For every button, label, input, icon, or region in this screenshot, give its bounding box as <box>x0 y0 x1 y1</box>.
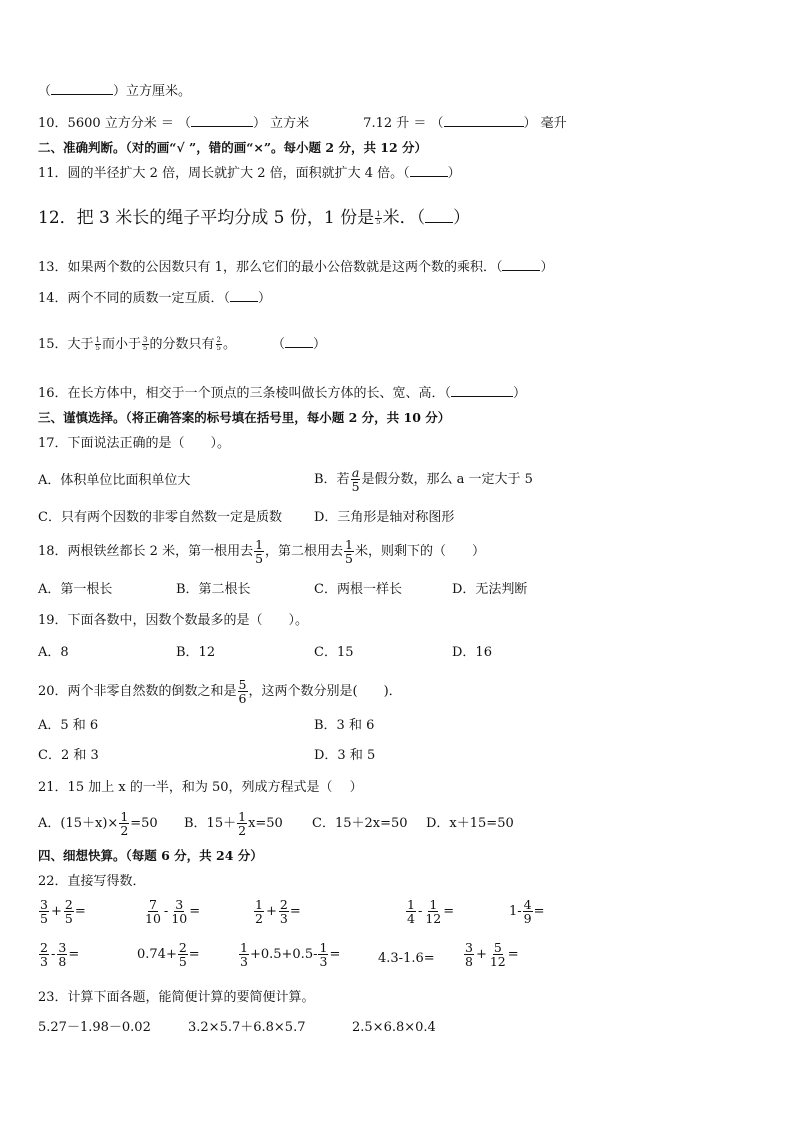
numerator: 1 <box>120 809 129 824</box>
option-17d[interactable]: D．三角形是轴对称图形 <box>314 510 455 525</box>
fraction <box>142 337 148 352</box>
option-18a[interactable]: A．第一根长 <box>38 582 113 597</box>
numerator: 2 <box>216 336 221 344</box>
fraction <box>489 941 507 968</box>
numerator: 1 <box>376 210 381 218</box>
fraction <box>318 941 328 968</box>
denominator: 5 <box>216 344 221 352</box>
math-text: = <box>74 904 86 919</box>
denominator: 12 <box>489 954 506 969</box>
answer-blank[interactable] <box>230 289 258 302</box>
option-20c[interactable]: C．2 和 3 <box>38 748 99 763</box>
numerator: 5 <box>493 940 502 955</box>
denominator: 5 <box>351 479 360 494</box>
oral-item <box>378 951 435 966</box>
fraction <box>95 337 101 352</box>
fraction <box>57 941 67 968</box>
option-19d[interactable]: D．16 <box>452 645 492 660</box>
math-text: = <box>533 904 545 919</box>
fraction <box>254 538 264 565</box>
denominator: 2 <box>255 911 263 926</box>
oral-item <box>38 898 86 925</box>
section-4-heading: 四、细想快算。（每题 6 分，共 24 分） <box>38 848 263 863</box>
oral-item <box>463 941 519 968</box>
fraction <box>406 898 416 925</box>
answer-blank[interactable] <box>425 210 453 223</box>
option-21b[interactable]: B．15＋ $\frac{1}{2}$ x=50 <box>184 809 283 838</box>
denominator: 5 <box>345 551 353 566</box>
calc-item: 3.2×5.7＋6.8×5.7 <box>188 1020 306 1035</box>
option-21c[interactable]: C．15＋2x=50 <box>312 816 408 831</box>
fraction <box>170 898 188 925</box>
answer-blank[interactable] <box>51 82 113 95</box>
denominator: 5 <box>376 218 381 226</box>
option-18c[interactable]: C．两根一样长 <box>314 582 402 597</box>
numerator: 1 <box>429 897 438 912</box>
option-21a[interactable]: A．(15＋x)× $\frac{1}{2}$ =50 <box>38 809 158 838</box>
oral-item <box>253 898 301 925</box>
denominator: 5 <box>64 911 73 926</box>
numerator: 1 <box>319 940 328 955</box>
answer-blank[interactable] <box>191 114 253 127</box>
denominator: 3 <box>279 911 288 926</box>
numerator: 5 <box>238 677 247 692</box>
math-text: - <box>163 904 169 919</box>
math-text: = <box>68 947 80 962</box>
math-text: + <box>475 947 487 962</box>
denominator: 10 <box>145 911 161 926</box>
fraction <box>216 337 222 352</box>
denominator: 12 <box>425 911 442 926</box>
denominator: 4 <box>407 911 415 926</box>
numerator: 3 <box>175 897 184 912</box>
option-18d[interactable]: D．无法判断 <box>452 582 528 597</box>
option-17c[interactable]: C．只有两个因数的非零自然数一定是质数 <box>38 510 282 525</box>
section-2-heading: 二、准确判断。（对的画“√ ”，错的画“×”。每小题 2 分，共 12 分） <box>38 140 428 155</box>
option-20b[interactable]: B．3 和 6 <box>314 718 375 733</box>
oral-item <box>137 941 200 968</box>
math-text: = <box>188 947 200 962</box>
fraction <box>239 941 249 968</box>
fraction <box>254 898 264 925</box>
option-19a[interactable]: A．8 <box>38 645 69 660</box>
question-17: 17．下面说法正确的是（ ）。 <box>38 436 231 451</box>
question-13: 13．如果两个数的公因数只有 1，那么它们的最小公倍数就是这两个数的乘积．（ ） <box>38 260 554 275</box>
section-3-heading: 三、谨慎选择。（将正确答案的标号填在括号里，每小题 2 分，共 10 分） <box>38 410 451 425</box>
question-14: 14．两个不同的质数一定互质．（ ） <box>38 291 272 306</box>
fraction <box>375 211 381 226</box>
numerator: 1 <box>238 809 247 824</box>
denominator: 3 <box>319 954 328 969</box>
math-text: = <box>443 904 455 919</box>
calc-item: 2.5×6.8×0.4 <box>352 1020 436 1035</box>
fraction <box>464 941 474 968</box>
question-21: 21．15 加上 x 的一半，和为 50，列成方程式是（ ） <box>38 780 363 795</box>
option-19b[interactable]: B．12 <box>176 645 216 660</box>
fraction <box>279 898 289 925</box>
fraction <box>523 898 533 925</box>
denominator: 5 <box>40 911 48 926</box>
oral-item <box>238 941 340 968</box>
question-11: 11．圆的半径扩大 2 倍，周长就扩大 2 倍，面积就扩大 4 倍。（ ） <box>38 166 461 181</box>
numerator: 1 <box>407 897 415 912</box>
math-text: 0.74+ <box>137 947 177 962</box>
answer-blank[interactable] <box>410 164 448 177</box>
numerator: 1 <box>345 537 353 552</box>
fraction <box>64 898 74 925</box>
numerator: a <box>351 465 360 480</box>
numerator: 3 <box>143 336 148 344</box>
question-15: 15．大于 $\frac{1}{5}$ 而小于 $\frac{3}{5}$ 的分数只有 $\frac{2}{5}$ 。 （ ） <box>38 336 327 352</box>
answer-blank[interactable] <box>451 384 513 397</box>
numerator: 2 <box>279 897 288 912</box>
answer-blank[interactable] <box>444 114 524 127</box>
fraction <box>344 538 354 565</box>
denominator: 5 <box>95 344 101 352</box>
math-text: +0.5+0.5- <box>249 947 318 962</box>
oral-item <box>509 898 545 925</box>
math-text: = <box>289 904 301 919</box>
answer-blank[interactable] <box>285 335 313 348</box>
math-text: 4.3-1.6= <box>378 951 435 966</box>
numerator: 7 <box>148 897 157 912</box>
oral-item <box>405 898 454 925</box>
math-text: = <box>189 904 201 919</box>
denominator: 5 <box>143 344 148 352</box>
numerator: 2 <box>64 897 73 912</box>
numerator: 2 <box>178 940 187 955</box>
numerator: 4 <box>523 897 532 912</box>
numerator: 1 <box>255 897 263 912</box>
numerator: 2 <box>40 940 48 955</box>
denominator: 5 <box>255 551 264 566</box>
answer-blank[interactable] <box>502 258 540 271</box>
numerator: 1 <box>240 940 248 955</box>
oral-item <box>38 941 79 968</box>
option-17a[interactable]: A．体积单位比面积单位大 <box>38 473 191 488</box>
denominator: 10 <box>171 911 188 926</box>
math-text: = <box>329 947 341 962</box>
fraction <box>144 898 162 925</box>
option-21d[interactable]: D．x＋15=50 <box>426 816 514 831</box>
fraction <box>237 810 247 837</box>
option-18b[interactable]: B．第二根长 <box>176 582 251 597</box>
question-20: 20．两个非零自然数的倒数之和是 $\frac{5}{6}$ ，这两个数分别是( )． <box>38 677 402 706</box>
denominator: 6 <box>238 691 247 706</box>
math-text: 1- <box>509 904 522 919</box>
fraction <box>39 941 49 968</box>
line-cubic-cm: （ ）立方厘米。 <box>38 84 192 99</box>
oral-item <box>143 898 200 925</box>
denominator: 9 <box>523 911 532 926</box>
denominator: 3 <box>240 954 248 969</box>
numerator: 3 <box>58 940 67 955</box>
fraction <box>238 678 248 705</box>
denominator: 8 <box>465 954 473 969</box>
fraction <box>351 466 361 493</box>
denominator: 3 <box>40 954 48 969</box>
denominator: 2 <box>238 823 247 838</box>
numerator: 3 <box>40 897 48 912</box>
question-16: 16．在长方体中，相交于一个顶点的三条棱叫做长方体的长、宽、高．（ ） <box>38 386 527 401</box>
calc-item: 5.27－1.98－0.02 <box>38 1020 151 1035</box>
fraction <box>178 941 188 968</box>
question-22: 22．直接写得数． <box>38 874 146 889</box>
option-20a[interactable]: A．5 和 6 <box>38 718 99 733</box>
fraction <box>39 898 49 925</box>
fraction <box>424 898 442 925</box>
denominator: 8 <box>58 954 67 969</box>
math-text: + <box>265 904 277 919</box>
question-18: 18．两根铁丝都长 2 米，第一根用去 $\frac{1}{5}$ ，第二根用去 $\frac{1}{5}$ 米，则剩下的（ ） <box>38 537 486 566</box>
fraction <box>119 810 129 837</box>
denominator: 2 <box>120 823 129 838</box>
numerator: 3 <box>465 940 473 955</box>
math-text: - <box>50 947 56 962</box>
math-text: = <box>507 947 519 962</box>
option-17b[interactable]: B．若 $\frac{a}{5}$ 是假分数，那么 a 一定大于 5 <box>314 465 533 494</box>
question-19: 19．下面各数中，因数个数最多的是（ ）。 <box>38 613 309 628</box>
option-19c[interactable]: C．15 <box>314 645 354 660</box>
numerator: 1 <box>255 537 264 552</box>
question-23: 23．计算下面各题，能简便计算的要简便计算。 <box>38 990 315 1005</box>
question-10: 10．5600 立方分米 ＝ （ ） 立方米 7.12 升 ＝ （ ） 毫升 <box>38 116 567 131</box>
math-text: + <box>50 904 62 919</box>
denominator: 5 <box>178 954 187 969</box>
option-20d[interactable]: D．3 和 5 <box>314 748 376 763</box>
question-12: 12．把 3 米长的绳子平均分成 5 份，1 份是 $\frac{1}{5}$ 米．（ ） <box>38 208 471 228</box>
math-text: - <box>417 904 423 919</box>
numerator: 1 <box>95 336 101 344</box>
